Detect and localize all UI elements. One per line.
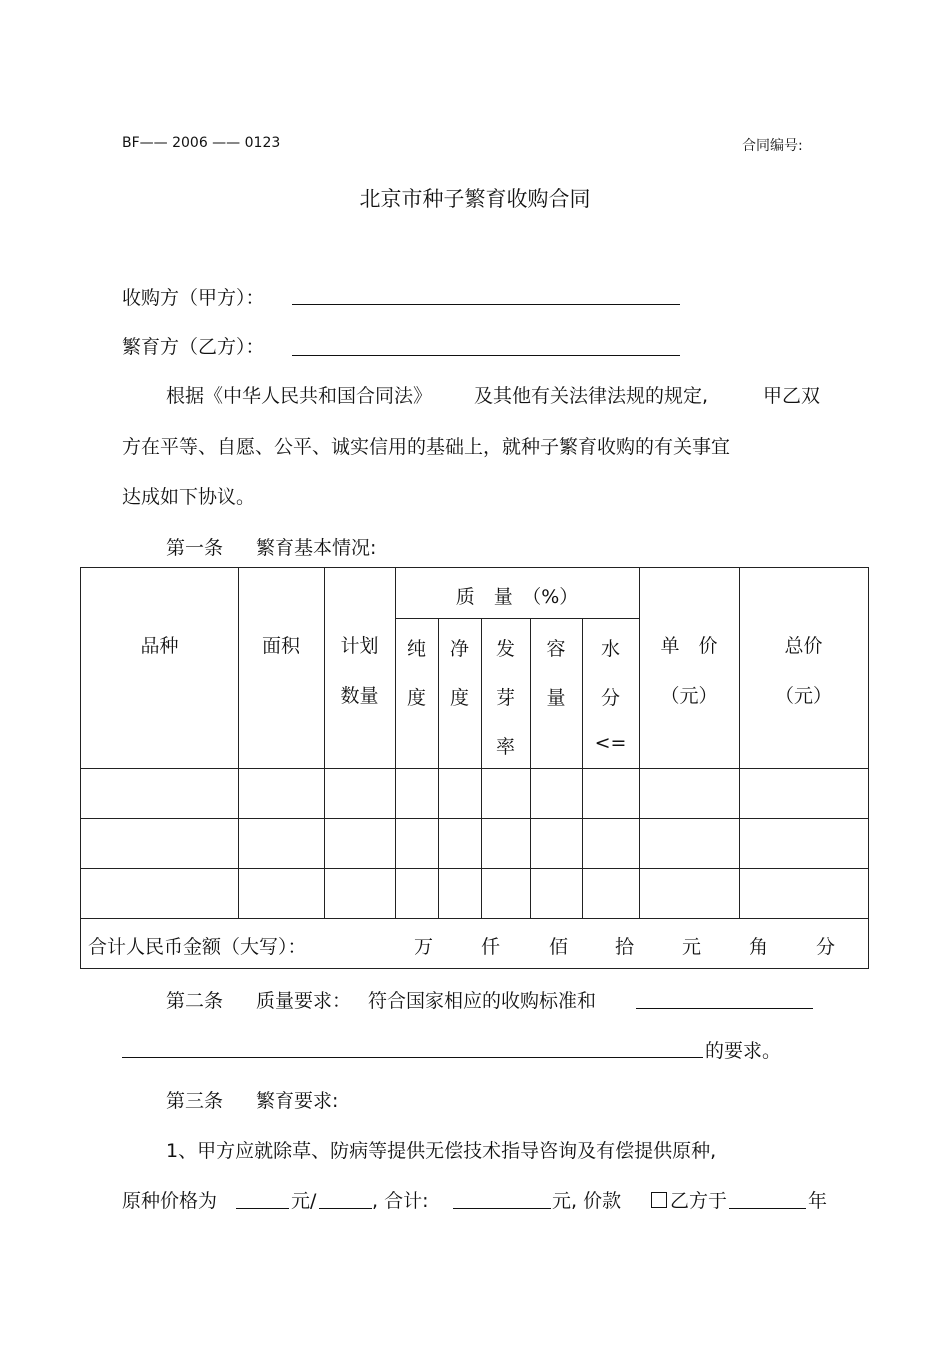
col-germ-1: 发 bbox=[495, 638, 515, 660]
col-weight-2: 量 bbox=[546, 687, 566, 709]
col-area: 面积 bbox=[261, 635, 300, 657]
article2-label: 第二条 bbox=[166, 990, 224, 1012]
unit-jiao: 角 bbox=[749, 936, 769, 958]
contract-number-label: 合同编号: bbox=[742, 138, 803, 154]
standard-blank-2[interactable] bbox=[122, 1057, 703, 1058]
unit-blank[interactable] bbox=[319, 1208, 372, 1209]
col-weight-1: 容 bbox=[546, 638, 566, 660]
intro-line1-b: 及其他有关法律法规的规定, bbox=[474, 385, 709, 407]
breeder-blank[interactable] bbox=[292, 355, 680, 356]
unit-yuan: 元 bbox=[682, 936, 702, 958]
intro-line2: 方在平等、自愿、公平、诚实信用的基础上，就种子繁育收购的有关事宜 bbox=[122, 436, 731, 458]
total-blank[interactable] bbox=[453, 1208, 551, 1209]
checkbox[interactable] bbox=[651, 1192, 667, 1208]
col-total-price-1: 总价 bbox=[784, 635, 823, 657]
year-label: 年 bbox=[808, 1190, 828, 1212]
clause1-line1: 1、甲方应就除草、防病等提供无偿技术指导咨询及有偿提供原种, bbox=[166, 1140, 717, 1162]
unit-fen: 分 bbox=[816, 936, 836, 958]
col-unit-price-2: （元） bbox=[660, 685, 718, 707]
col-total-price-2: （元） bbox=[774, 685, 832, 707]
article1-label: 第一条 bbox=[166, 537, 224, 559]
intro-line1-a: 根据《中华人民共和国合同法》 bbox=[166, 385, 433, 407]
payment-label: 元, 价款 bbox=[552, 1190, 622, 1212]
intro-line1-c: 甲乙双 bbox=[763, 385, 821, 407]
col-germ-3: 率 bbox=[495, 736, 515, 758]
year-blank[interactable] bbox=[729, 1208, 806, 1209]
unit-qian: 仟 bbox=[481, 936, 501, 958]
unit-shi: 拾 bbox=[615, 936, 635, 958]
intro-line3: 达成如下协议。 bbox=[122, 486, 256, 508]
buyer-label: 收购方（甲方）： bbox=[122, 287, 265, 309]
col-moisture-1: 水 bbox=[600, 638, 620, 660]
col-variety: 品种 bbox=[140, 635, 179, 657]
article2-text2: 符合国家相应的收购标准和 bbox=[368, 990, 597, 1012]
standard-blank[interactable] bbox=[636, 1008, 813, 1009]
article3-label: 第三条 bbox=[166, 1090, 224, 1112]
col-moisture-3: <= bbox=[594, 732, 627, 754]
seed-price-blank[interactable] bbox=[236, 1208, 289, 1209]
breeder-label: 繁育方（乙方）： bbox=[122, 336, 265, 358]
article1-text: 繁育基本情况: bbox=[256, 537, 377, 559]
col-plan-2: 数量 bbox=[340, 685, 379, 707]
document-code: BF—— 2006 —— 0123 bbox=[122, 135, 281, 151]
col-unit-price-1: 单 价 bbox=[660, 635, 718, 657]
quality-header: 质 量 （%） bbox=[455, 586, 579, 608]
total-amount-label: 合计人民币金额（大写）： bbox=[88, 936, 307, 958]
unit-wan: 万 bbox=[414, 936, 434, 958]
party-b-option[interactable] bbox=[651, 1186, 727, 1213]
party-b-on-label: 乙方于 bbox=[670, 1190, 728, 1212]
article3-text: 繁育要求: bbox=[256, 1090, 339, 1112]
page-title: 北京市种子繁育收购合同 bbox=[359, 187, 591, 211]
col-moisture-2: 分 bbox=[600, 687, 620, 709]
col-clean-1: 净 bbox=[449, 638, 469, 660]
breeding-table bbox=[80, 567, 869, 969]
col-purity-2: 度 bbox=[406, 687, 426, 709]
col-germ-2: 芽 bbox=[495, 687, 515, 709]
col-purity-1: 纯 bbox=[406, 638, 426, 660]
total-label: , 合计: bbox=[372, 1190, 429, 1212]
article2-suffix: 的要求。 bbox=[705, 1040, 782, 1062]
yuan-per-label: 元/ bbox=[291, 1190, 317, 1212]
unit-bai: 佰 bbox=[549, 936, 569, 958]
col-plan-1: 计划 bbox=[340, 635, 379, 657]
buyer-blank[interactable] bbox=[292, 304, 680, 305]
col-clean-2: 度 bbox=[449, 687, 469, 709]
seed-price-label: 原种价格为 bbox=[122, 1190, 218, 1212]
article2-text: 质量要求： bbox=[256, 990, 352, 1012]
